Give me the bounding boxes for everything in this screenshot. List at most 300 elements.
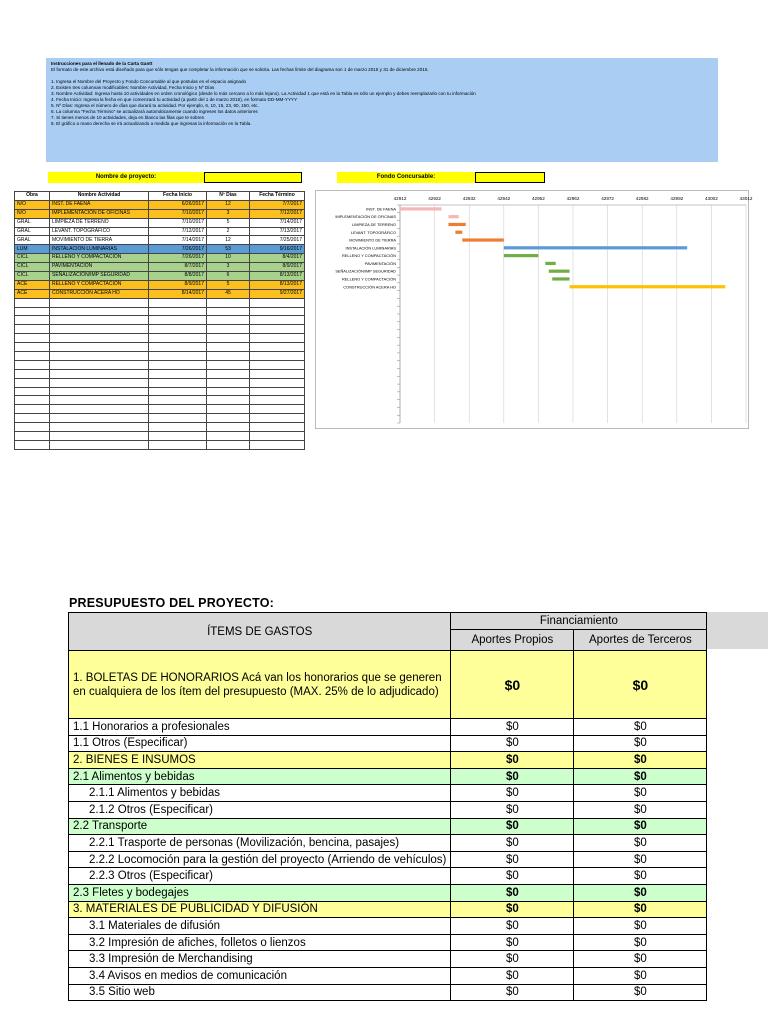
instruction-line: El formato de este archivo está diseñado para que sólo tengas que completar la información que se solicita. Las fechas límite del diagrama son 1 de marzo 2015 y 31 de diciembre 2015. <box>51 67 429 72</box>
budget-third-value: $0 <box>574 835 707 852</box>
activity-cell-end: 7/12/2017 <box>250 209 305 218</box>
activity-cell-empty[interactable] <box>149 432 207 441</box>
gantt-chart-svg <box>316 191 753 428</box>
activity-row <box>15 200 305 209</box>
activity-cell-days[interactable]: 2 <box>207 227 250 236</box>
budget-row <box>69 884 707 901</box>
budget-item-label: 3.4 Avisos en medios de comunicación <box>69 967 451 984</box>
activity-cell-end: 7/7/2017 <box>250 200 305 209</box>
activity-cell-empty[interactable] <box>250 307 305 316</box>
activity-row-empty <box>15 405 305 414</box>
budget-item-label: 3. MATERIALES DE PUBLICIDAD Y DIFUSIÓN <box>69 901 451 918</box>
activity-row-empty <box>15 396 305 405</box>
instruction-line: 3. Nombre Actividad: Ingresa hasta 10 actividades en orden cronológico (desde lo más cercano a lo más lejano). La Actividad 1 que está en la Tabla es sólo un ejemplo y debes reemplazarlo con tu información <box>51 91 476 96</box>
activity-cell-empty[interactable] <box>207 387 250 396</box>
activity-cell-empty[interactable] <box>207 414 250 423</box>
budget-item-label: 2.2 Transporte <box>69 818 451 835</box>
activity-cell-start[interactable]: 7/10/2017 <box>149 218 207 227</box>
activity-cell-days[interactable]: 3 <box>207 209 250 218</box>
activity-cell-empty[interactable] <box>15 387 50 396</box>
instruction-line: 1. Ingresa el Nombre del Proyecto y Fondo Concursable al que postulas en el espacio asignado <box>51 79 247 84</box>
activity-cell-empty[interactable] <box>207 423 250 432</box>
financing-header: Financiamiento <box>451 613 707 630</box>
gantt-bar <box>400 207 442 210</box>
gantt-x-tick-label: 43012 <box>739 196 753 201</box>
budget-third-value: $0 <box>574 967 707 984</box>
budget-row <box>69 984 707 1001</box>
gantt-y-label: LIMPIEZA DE TERRENO <box>351 221 396 227</box>
gantt-x-tick-label: 42992 <box>670 196 684 201</box>
activity-cell-empty[interactable] <box>50 396 149 405</box>
instruction-line: 2. Existen tres columnas modificables: Nombre Actividad, Fecha Inicio y Nº Días <box>51 85 215 90</box>
activity-cell-empty[interactable] <box>15 316 50 325</box>
activity-cell-empty[interactable] <box>15 378 50 387</box>
activity-cell-start[interactable]: 7/26/2017 <box>149 245 207 254</box>
activity-row-empty <box>15 298 305 307</box>
budget-own-value: $0 <box>451 818 574 835</box>
activity-cell-empty[interactable] <box>50 343 149 352</box>
activity-cell-obra: CICL <box>15 263 50 272</box>
budget-row <box>69 818 707 835</box>
budget-item-label: 2.2.2 Locomoción para la gestión del proyecto (Arriendo de vehículos) <box>69 851 451 868</box>
budget-own-value: $0 <box>451 918 574 935</box>
budget-third-value: $0 <box>574 951 707 968</box>
budget-item-label: 1.1 Honorarios a profesionales <box>69 719 451 736</box>
budget-own-value: $0 <box>451 785 574 802</box>
budget-row <box>69 851 707 868</box>
budget-row <box>69 752 707 769</box>
activity-row-empty <box>15 378 305 387</box>
activity-cell-empty[interactable] <box>207 396 250 405</box>
activity-cell-empty[interactable] <box>250 352 305 361</box>
activity-cell-name[interactable]: LEVANT. TOPOGRÁFICO <box>50 227 149 236</box>
budget-own-value: $0 <box>451 984 574 1001</box>
activity-cell-obra: CICL <box>15 272 50 281</box>
instruction-line: 8. El gráfico a mano derecha se irá actualizando a medida que ingresas la información en la Tabla. <box>51 121 252 126</box>
activity-cell-empty[interactable] <box>50 316 149 325</box>
activity-cell-empty[interactable] <box>250 369 305 378</box>
activity-cell-start[interactable]: 8/8/2017 <box>149 272 207 281</box>
activity-row-empty <box>15 387 305 396</box>
activity-cell-empty[interactable] <box>15 414 50 423</box>
activity-cell-end: 8/13/2017 <box>250 280 305 289</box>
gantt-bar <box>462 238 504 241</box>
budget-third-value: $0 <box>574 785 707 802</box>
activity-cell-empty[interactable] <box>207 334 250 343</box>
activity-cell-start[interactable]: 7/10/2017 <box>149 209 207 218</box>
instruction-line: 6. La columna "Fecha Término" se actualizará automáticamente cuando ingreses los datos anteriores <box>51 109 258 114</box>
activity-cell-end: 7/14/2017 <box>250 218 305 227</box>
activity-cell-empty[interactable] <box>50 307 149 316</box>
activity-cell-empty[interactable] <box>50 432 149 441</box>
budget-own-value: $0 <box>451 967 574 984</box>
instruction-line: 7. Si tienes menos de 10 actividades, deja en blanco las filas que te sobren <box>51 115 205 120</box>
activity-row <box>15 254 305 263</box>
activity-row-empty <box>15 325 305 334</box>
gantt-bar <box>504 254 539 257</box>
budget-own-value: $0 <box>451 752 574 769</box>
budget-third-value: $0 <box>574 984 707 1001</box>
activity-cell-days[interactable]: 3 <box>207 263 250 272</box>
activity-cell-name[interactable]: RELLENO Y COMPACTACIÓN <box>50 254 149 263</box>
activity-cell-obra: LUM <box>15 245 50 254</box>
activity-row-empty <box>15 334 305 343</box>
activity-cell-empty[interactable] <box>149 396 207 405</box>
activity-cell-empty[interactable] <box>149 325 207 334</box>
activity-cell-start[interactable]: 8/14/2017 <box>149 289 207 298</box>
activity-cell-start[interactable]: 7/14/2017 <box>149 236 207 245</box>
budget-row <box>69 868 707 885</box>
activity-cell-empty[interactable] <box>15 432 50 441</box>
budget-item-label: 1.1 Otros (Especificar) <box>69 735 451 752</box>
activity-cell-end: 9/27/2017 <box>250 289 305 298</box>
instruction-line: 4. Fecha Inicio: Ingresa la fecha en que comenzará tu actividad (a partir del 1 de marzo 2015), en formato DD-MM-YYYY <box>51 97 298 102</box>
activity-cell-empty[interactable] <box>15 343 50 352</box>
activity-cell-empty[interactable] <box>207 378 250 387</box>
instructions-lines <box>51 67 713 127</box>
budget-item-label: 2.1.1 Alimentos y bebidas <box>69 785 451 802</box>
gantt-x-tick-label: 42912 <box>393 196 407 201</box>
activity-cell-obra: N/O <box>15 200 50 209</box>
activity-cell-empty[interactable] <box>207 432 250 441</box>
gantt-chart <box>315 190 753 429</box>
activity-cell-empty[interactable] <box>15 396 50 405</box>
activity-cell-start[interactable]: 6/26/2017 <box>149 200 207 209</box>
activity-row-empty <box>15 432 305 441</box>
activity-cell-empty[interactable] <box>207 440 250 449</box>
activity-cell-empty[interactable] <box>50 387 149 396</box>
activity-cell-empty[interactable] <box>50 369 149 378</box>
activity-cell-empty[interactable] <box>149 369 207 378</box>
budget-third-value: $0 <box>574 801 707 818</box>
budget-own-value: $0 <box>451 851 574 868</box>
gantt-x-tick-label: 42942 <box>497 196 511 201</box>
gantt-y-label: RELLENO Y COMPACTACIÓN <box>342 276 396 282</box>
budget-third-value: $0 <box>574 918 707 935</box>
activity-row-empty <box>15 360 305 369</box>
activity-cell-empty[interactable] <box>50 423 149 432</box>
budget-own-value: $0 <box>451 651 574 719</box>
activity-row-empty <box>15 352 305 361</box>
budget-row <box>69 801 707 818</box>
activity-cell-obra: GRAL <box>15 236 50 245</box>
activity-row <box>15 236 305 245</box>
budget-third-value: $0 <box>574 818 707 835</box>
budget-own-value: $0 <box>451 768 574 785</box>
activity-row <box>15 263 305 272</box>
activity-cell-empty[interactable] <box>15 298 50 307</box>
activity-cell-empty[interactable] <box>149 316 207 325</box>
activity-cell-name[interactable]: MOVIMIENTO DE TIERRA <box>50 236 149 245</box>
activity-cell-start[interactable]: 8/7/2017 <box>149 263 207 272</box>
own-contrib-header: Aportes Propios <box>451 630 574 651</box>
gantt-y-label: LEVANT. TOPOGRÁFICO <box>350 229 396 235</box>
activity-cell-empty[interactable] <box>207 307 250 316</box>
budget-row <box>69 951 707 968</box>
activity-cell-days[interactable]: 53 <box>207 245 250 254</box>
activity-cell-obra: GRAL <box>15 218 50 227</box>
budget-third-value: $0 <box>574 934 707 951</box>
gantt-y-label: SEÑALIZACIÓN/IMP SEGURIDAD <box>335 268 396 274</box>
activity-cell-empty[interactable] <box>207 360 250 369</box>
instruction-line: 5. Nº Días: Ingresa el número de días que durará tu actividad. Por ejemplo, 6, 10, 15, 23, 60, 150, etc. <box>51 103 259 108</box>
gantt-x-tick-label: 43002 <box>705 196 718 201</box>
gantt-bar <box>448 215 458 218</box>
budget-own-value: $0 <box>451 835 574 852</box>
project-name-input[interactable] <box>204 172 302 183</box>
budget-third-value: $0 <box>574 884 707 901</box>
gantt-bar <box>545 262 555 265</box>
activity-cell-empty[interactable] <box>149 405 207 414</box>
budget-own-value: $0 <box>451 951 574 968</box>
activity-cell-empty[interactable] <box>50 440 149 449</box>
activity-cell-days[interactable]: 12 <box>207 236 250 245</box>
gantt-y-label: RELLENO Y COMPACTACIÓN <box>342 253 396 259</box>
activity-cell-days[interactable]: 5 <box>207 218 250 227</box>
activity-cell-days[interactable]: 5 <box>207 280 250 289</box>
activity-row-empty <box>15 307 305 316</box>
activity-cell-obra: GRAL <box>15 227 50 236</box>
activity-cell-obra: N/O <box>15 209 50 218</box>
gantt-bar <box>455 231 462 234</box>
activity-cell-empty[interactable] <box>50 325 149 334</box>
budget-own-value: $0 <box>451 901 574 918</box>
gantt-y-label: INSTALACIÓN LUMINARIAS <box>345 245 396 251</box>
activity-cell-empty[interactable] <box>15 325 50 334</box>
third-contrib-header: Aportes de Terceros <box>574 630 707 651</box>
activity-cell-empty[interactable] <box>15 369 50 378</box>
activity-cell-empty[interactable] <box>250 325 305 334</box>
budget-row <box>69 835 707 852</box>
gantt-bar <box>570 285 726 288</box>
gantt-bar <box>448 223 465 226</box>
activity-cell-end: 8/13/2017 <box>250 272 305 281</box>
activity-cell-empty[interactable] <box>50 360 149 369</box>
activity-cell-empty[interactable] <box>50 414 149 423</box>
activity-cell-end: 7/25/2017 <box>250 236 305 245</box>
activity-cell-days[interactable]: 45 <box>207 289 250 298</box>
activity-cell-name[interactable]: IMPLEMENTACIÓN DE OFICINAS <box>50 209 149 218</box>
activity-cell-end: 7/13/2017 <box>250 227 305 236</box>
activity-cell-days[interactable]: 6 <box>207 272 250 281</box>
activity-row-empty <box>15 343 305 352</box>
col-obra: Obra <box>15 192 50 201</box>
activity-cell-empty[interactable] <box>250 360 305 369</box>
activity-row-empty <box>15 316 305 325</box>
budget-third-value: $0 <box>574 735 707 752</box>
activity-cell-empty[interactable] <box>250 387 305 396</box>
gantt-y-label: CONSTRUCCIÓN ACERA HO <box>343 284 396 290</box>
activity-row <box>15 280 305 289</box>
budget-row <box>69 735 707 752</box>
budget-item-label: 1. BOLETAS DE HONORARIOS Acá van los honorarios que se generen en cualquiera de los ítem del presupuesto (MAX. 25% de lo adjudicado) <box>69 651 451 719</box>
activity-cell-empty[interactable] <box>207 298 250 307</box>
activity-cell-empty[interactable] <box>149 360 207 369</box>
budget-own-value: $0 <box>451 868 574 885</box>
col-activity-name: Nombre Actividad <box>50 192 149 201</box>
activity-cell-empty[interactable] <box>250 298 305 307</box>
budget-table <box>68 612 707 1001</box>
activity-cell-name[interactable]: INST. DE FAENA <box>50 200 149 209</box>
activity-cell-start[interactable]: 7/12/2017 <box>149 227 207 236</box>
activity-cell-empty[interactable] <box>15 352 50 361</box>
budget-third-value: $0 <box>574 901 707 918</box>
budget-item-label: 2. BIENES E INSUMOS <box>69 752 451 769</box>
gantt-bar <box>549 270 570 273</box>
activity-cell-name[interactable]: INSTALACION LUMINARIAS <box>50 245 149 254</box>
project-name-label: Nombre de proyecto: <box>48 172 204 183</box>
gantt-y-label: PAVIMENTACIÓN <box>364 260 396 266</box>
gantt-y-label: INST. DE FAENA <box>366 206 396 212</box>
activity-cell-end: 8/4/2017 <box>250 254 305 263</box>
activity-cell-empty[interactable] <box>250 440 305 449</box>
items-header: ÍTEMS DE GASTOS <box>69 613 451 651</box>
activity-cell-empty[interactable] <box>50 334 149 343</box>
activity-cell-empty[interactable] <box>149 423 207 432</box>
budget-item-label: 3.2 Impresión de afiches, folletos o lienzos <box>69 934 451 951</box>
activity-cell-empty[interactable] <box>149 440 207 449</box>
budget-row <box>69 918 707 935</box>
activity-cell-empty[interactable] <box>149 334 207 343</box>
budget-third-value: $0 <box>574 752 707 769</box>
activity-cell-empty[interactable] <box>250 343 305 352</box>
activity-row <box>15 227 305 236</box>
activity-cell-empty[interactable] <box>149 378 207 387</box>
budget-third-value: $0 <box>574 868 707 885</box>
budget-item-label: 3.5 Sitio web <box>69 984 451 1001</box>
activity-cell-obra: ACE <box>15 289 50 298</box>
activity-cell-empty[interactable] <box>15 334 50 343</box>
activity-cell-empty[interactable] <box>250 414 305 423</box>
activity-cell-end: 8/9/2017 <box>250 263 305 272</box>
col-end-date: Fecha Término <box>250 192 305 201</box>
gantt-x-tick-label: 42962 <box>566 196 580 201</box>
activity-cell-days[interactable]: 10 <box>207 254 250 263</box>
budget-item-label: 2.2.1 Trasporte de personas (Movilización, bencina, pasajes) <box>69 835 451 852</box>
activity-cell-empty[interactable] <box>250 432 305 441</box>
activity-row <box>15 289 305 298</box>
activity-cell-empty[interactable] <box>207 352 250 361</box>
activity-cell-empty[interactable] <box>50 405 149 414</box>
budget-row <box>69 768 707 785</box>
activity-cell-empty[interactable] <box>50 298 149 307</box>
budget-row <box>69 967 707 984</box>
activity-cell-name[interactable]: PAVIMENTACIÓN <box>50 263 149 272</box>
gantt-y-label: IMPLEMENTACIÓN DE OFICINAS <box>335 214 396 220</box>
activity-cell-empty[interactable] <box>149 387 207 396</box>
activity-table-header <box>15 192 305 201</box>
activity-cell-empty[interactable] <box>15 423 50 432</box>
activity-cell-start[interactable]: 7/26/2017 <box>149 254 207 263</box>
activity-row <box>15 245 305 254</box>
activity-cell-empty[interactable] <box>15 440 50 449</box>
gantt-bar <box>504 246 687 249</box>
activity-cell-start[interactable]: 8/9/2017 <box>149 280 207 289</box>
budget-third-value: $0 <box>574 651 707 719</box>
budget-row <box>69 719 707 736</box>
gantt-x-tick-label: 42982 <box>635 196 649 201</box>
fund-input[interactable] <box>475 172 545 183</box>
activity-row <box>15 218 305 227</box>
budget-item-label: 2.2.3 Otros (Especificar) <box>69 868 451 885</box>
col-start-date: Fecha Inicio <box>149 192 207 201</box>
activity-cell-obra: ACE <box>15 280 50 289</box>
activity-cell-empty[interactable] <box>15 307 50 316</box>
activity-table <box>14 191 305 450</box>
activity-cell-empty[interactable] <box>149 343 207 352</box>
activity-cell-name[interactable]: CONSTRUCCIÓN ACERA HO <box>50 289 149 298</box>
activity-cell-empty[interactable] <box>15 405 50 414</box>
activity-cell-empty[interactable] <box>250 316 305 325</box>
budget-own-value: $0 <box>451 719 574 736</box>
budget-item-label: 2.1.2 Otros (Especificar) <box>69 801 451 818</box>
budget-item-label: 2.1 Alimentos y bebidas <box>69 768 451 785</box>
instructions-panel <box>46 58 718 162</box>
activity-row <box>15 272 305 281</box>
budget-row <box>69 785 707 802</box>
activity-cell-empty[interactable] <box>149 298 207 307</box>
activity-row-empty <box>15 414 305 423</box>
gantt-x-tick-label: 42922 <box>428 196 441 201</box>
budget-item-label: 2.3 Fletes y bodegajes <box>69 884 451 901</box>
activity-row-empty <box>15 440 305 449</box>
budget-third-value: $0 <box>574 851 707 868</box>
activity-cell-empty[interactable] <box>250 334 305 343</box>
activity-cell-empty[interactable] <box>207 325 250 334</box>
activity-cell-empty[interactable] <box>250 396 305 405</box>
activity-cell-empty[interactable] <box>50 378 149 387</box>
activity-cell-name[interactable]: RELLENO Y COMPACTACIÓN <box>50 280 149 289</box>
gantt-x-tick-label: 42972 <box>601 196 614 201</box>
activity-cell-empty[interactable] <box>50 352 149 361</box>
gantt-x-tick-label: 42952 <box>532 196 545 201</box>
activity-cell-empty[interactable] <box>250 405 305 414</box>
activity-row-empty <box>15 369 305 378</box>
activity-cell-empty[interactable] <box>207 405 250 414</box>
activity-cell-empty[interactable] <box>149 307 207 316</box>
gantt-y-label: MOVIMIENTO DE TIERRA <box>349 237 396 243</box>
activity-cell-days[interactable]: 12 <box>207 200 250 209</box>
budget-own-value: $0 <box>451 735 574 752</box>
budget-row <box>69 901 707 918</box>
activity-cell-empty[interactable] <box>250 378 305 387</box>
activity-row-empty <box>15 423 305 432</box>
activity-cell-empty[interactable] <box>207 343 250 352</box>
budget-row <box>69 651 707 719</box>
activity-cell-end: 9/16/2017 <box>250 245 305 254</box>
budget-third-value: $0 <box>574 768 707 785</box>
col-days: Nº Días <box>207 192 250 201</box>
instructions-title: Instrucciones para el llenado de la Carta Gantt <box>51 61 153 66</box>
activity-cell-name[interactable]: LIMPIEZA DE TERRENO <box>50 218 149 227</box>
budget-own-value: $0 <box>451 934 574 951</box>
budget-row <box>69 934 707 951</box>
activity-cell-empty[interactable] <box>207 316 250 325</box>
fund-label: Fondo Concursable: <box>337 172 475 183</box>
activity-cell-empty[interactable] <box>15 360 50 369</box>
budget-own-value: $0 <box>451 884 574 901</box>
budget-item-label: 3.1 Materiales de difusión <box>69 918 451 935</box>
gantt-x-tick-label: 42932 <box>462 196 476 201</box>
budget-third-value: $0 <box>574 719 707 736</box>
activity-cell-empty[interactable] <box>250 423 305 432</box>
activity-cell-empty[interactable] <box>149 414 207 423</box>
gantt-bar <box>552 277 569 280</box>
activity-cell-empty[interactable] <box>207 369 250 378</box>
activity-cell-name[interactable]: SEÑALIZACIÓN/IMP SEGURIDAD <box>50 272 149 281</box>
activity-cell-empty[interactable] <box>149 352 207 361</box>
budget-title: PRESUPUESTO DEL PROYECTO: <box>69 596 275 610</box>
